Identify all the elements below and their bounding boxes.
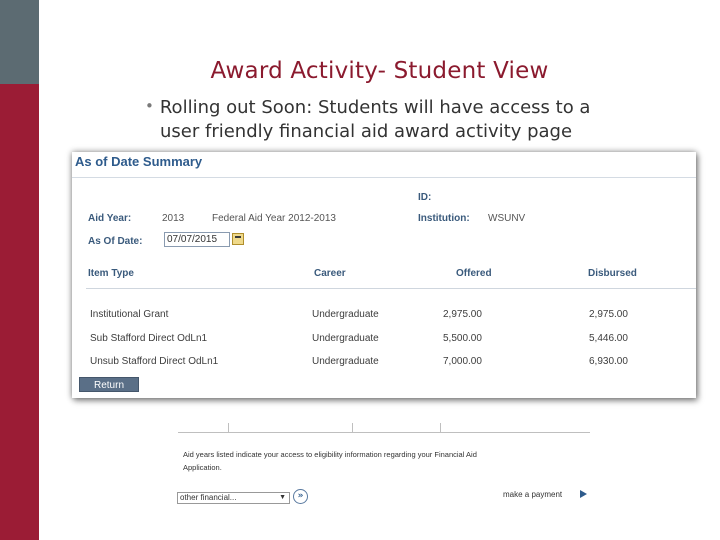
institution-label: Institution:	[418, 213, 470, 224]
aid-year-label: Aid Year:	[88, 213, 132, 224]
cell-item-type: Institutional Grant	[90, 309, 169, 320]
make-payment-link[interactable]: make a payment	[503, 490, 563, 499]
bullet-line-1	[145, 97, 590, 118]
cell-disbursed: 6,930.00	[589, 356, 628, 367]
fragment-text-line-2: Application.	[183, 463, 222, 472]
cell-career: Undergraduate	[312, 309, 379, 320]
dropdown-arrow-icon: ▼	[279, 494, 286, 501]
bullet-text-1: Rolling out Soon: Students will have access to a	[159, 97, 591, 118]
fragment-divider	[178, 432, 590, 433]
cell-offered: 5,500.00	[443, 333, 482, 344]
aid-year-desc: Federal Aid Year 2012-2013	[212, 213, 336, 224]
aid-year-value: 2013	[162, 213, 185, 224]
return-button[interactable]: Return	[79, 377, 139, 392]
cell-disbursed: 5,446.00	[589, 333, 628, 344]
cell-offered: 2,975.00	[443, 309, 482, 320]
col-header-disbursed: Disbursed	[588, 268, 637, 279]
table-header-divider	[86, 288, 696, 289]
id-label: ID:	[418, 192, 432, 203]
panel-title: As of Date Summary	[75, 154, 203, 169]
bullet-line-2: user friendly financial aid award activity page	[160, 121, 573, 141]
col-header-career: Career	[314, 268, 346, 279]
cell-item-type: Sub Stafford Direct OdLn1	[90, 333, 208, 344]
bullet-dot-icon: •	[145, 97, 154, 115]
go-icon[interactable]: »	[293, 489, 308, 504]
cell-career: Undergraduate	[312, 333, 379, 344]
fragment-tick	[440, 423, 441, 432]
select-value: other financial...	[180, 493, 237, 502]
cell-disbursed: 2,975.00	[589, 309, 628, 320]
col-header-item-type: Item Type	[88, 268, 134, 279]
panel-title-divider	[72, 177, 696, 178]
fragment-tick	[352, 423, 353, 432]
calendar-icon[interactable]	[232, 233, 244, 245]
cell-career: Undergraduate	[312, 356, 379, 367]
as-of-date-input[interactable]	[164, 232, 230, 247]
as-of-date-label: As Of Date:	[88, 236, 143, 247]
as-of-date-summary-panel	[72, 152, 696, 398]
slide-title: Award Activity- Student View	[210, 58, 549, 84]
institution-value: WSUNV	[488, 213, 526, 224]
cell-offered: 7,000.00	[443, 356, 482, 367]
fragment-text-line-1: Aid years listed indicate your access to eligibility information regarding your Financial Aid	[183, 450, 477, 459]
play-arrow-icon[interactable]	[580, 490, 587, 498]
sidebar-top-band	[0, 0, 39, 84]
col-header-offered: Offered	[456, 268, 492, 279]
sidebar-bottom-band	[0, 84, 39, 540]
cell-item-type: Unsub Stafford Direct OdLn1	[90, 356, 219, 367]
fragment-tick	[228, 423, 229, 432]
other-financial-select[interactable]	[177, 492, 290, 504]
